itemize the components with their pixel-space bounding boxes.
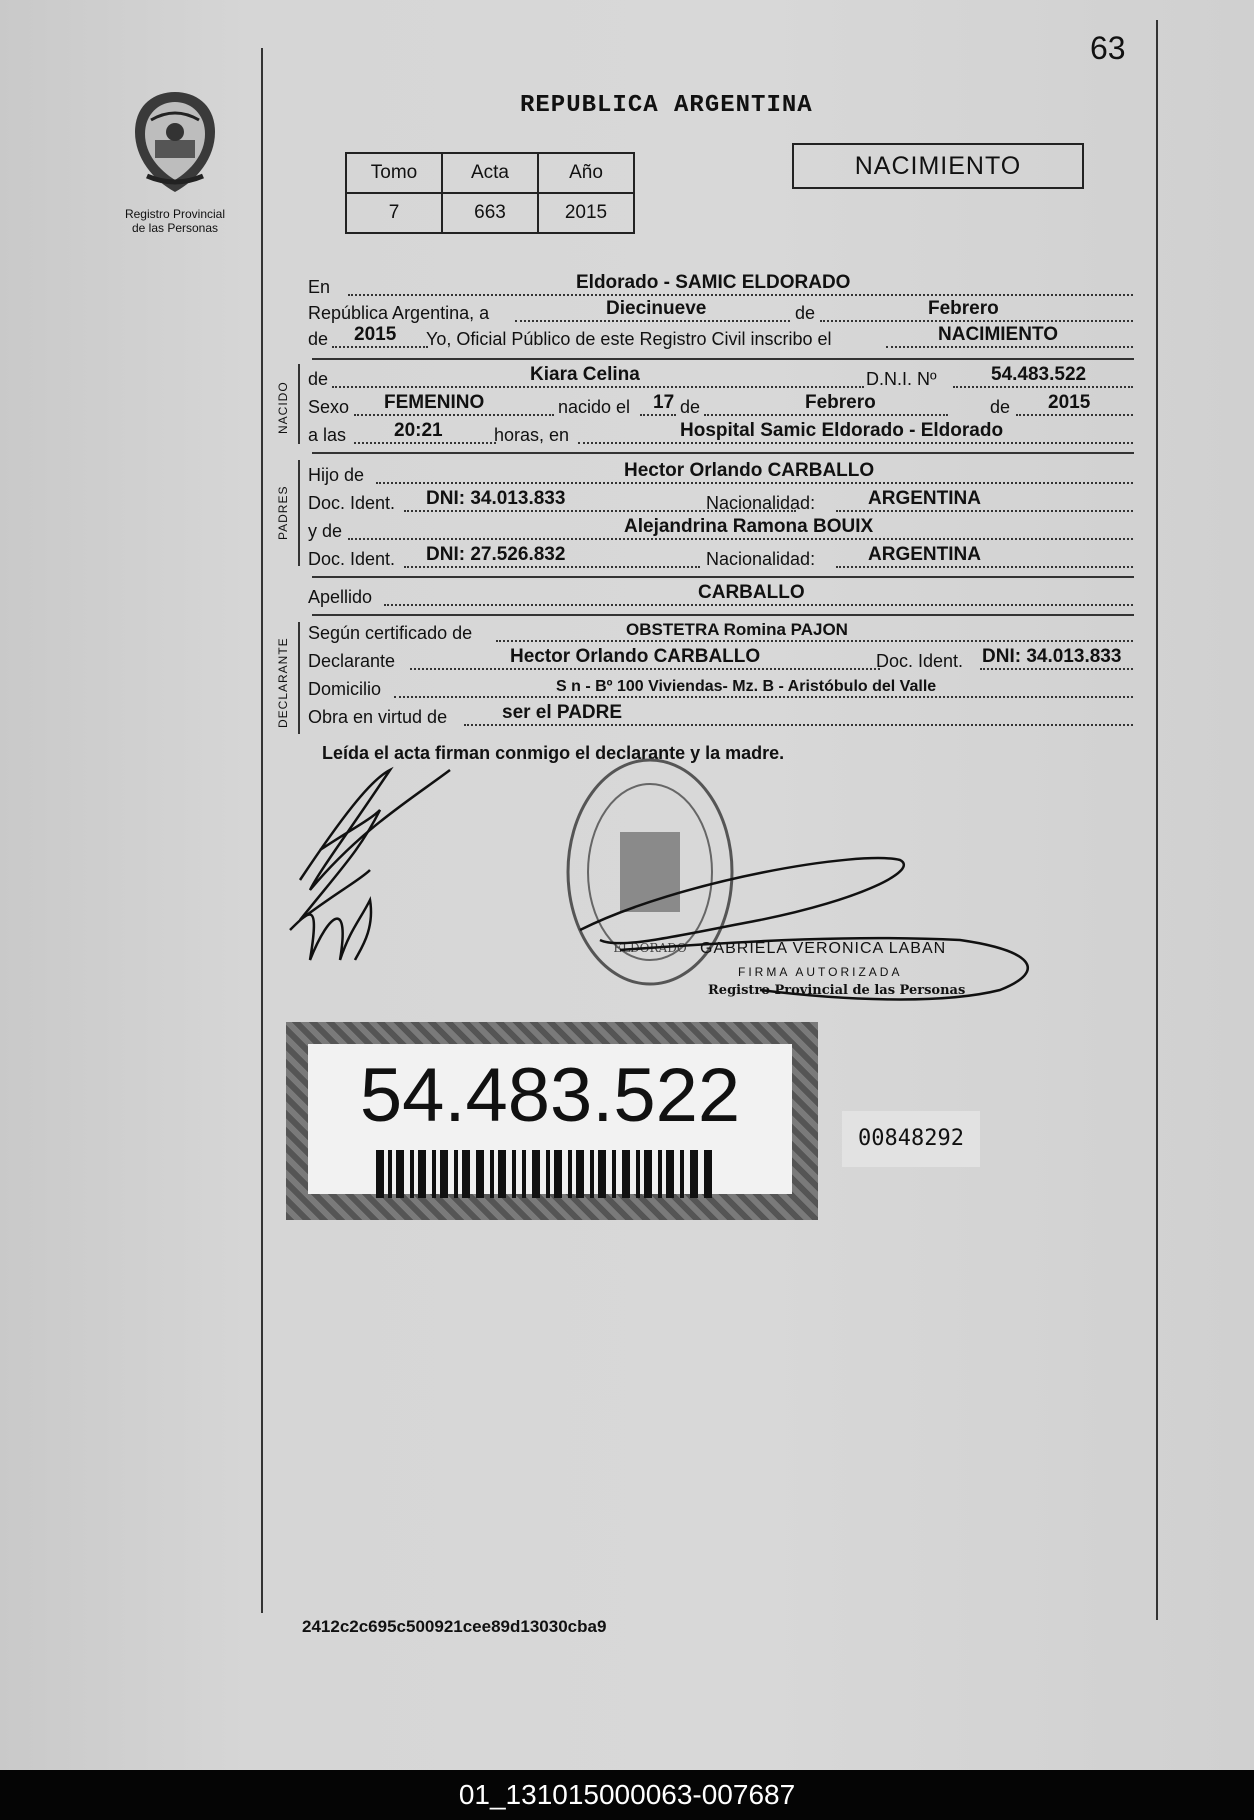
label-nacido-el: nacido el — [558, 397, 631, 417]
value-tomo: 7 — [346, 193, 442, 233]
label-y-de: y de — [308, 521, 343, 541]
label-de-anio: de — [308, 329, 329, 349]
serial-number: 00848292 — [842, 1111, 980, 1167]
seal-localidad: ELDORADO — [613, 941, 687, 955]
tipo-acta-box: NACIMIENTO — [792, 143, 1084, 189]
label-certificado: Según certificado de — [308, 623, 473, 643]
logo-caption-2: de las Personas — [131, 221, 219, 235]
value-madre-doc: DNI: 27.526.832 — [426, 544, 566, 565]
section-nacido: NACIDO — [276, 381, 290, 434]
value-madre-nac: ARGENTINA — [868, 544, 981, 565]
barcode-sticker — [286, 1022, 818, 1220]
header-tomo: Tomo — [346, 153, 442, 193]
tomo-acta-table — [345, 152, 635, 234]
value-padre-doc: DNI: 34.013.833 — [426, 488, 566, 509]
value-padre-nac: ARGENTINA — [868, 488, 981, 509]
nacido-bar — [298, 364, 300, 444]
value-mes-nac: Febrero — [805, 392, 876, 413]
value-sexo: FEMENINO — [384, 392, 485, 413]
value-dni: 54.483.522 — [991, 364, 1087, 385]
label-de-mes-nac: de — [990, 397, 1011, 417]
header-anio: Año — [538, 153, 634, 193]
leida-text: Leída el acta firman conmigo el declarante y la madre. — [322, 743, 785, 763]
row-apellido — [308, 582, 1133, 608]
row-anio-inscribo — [308, 324, 1133, 350]
left-margin-line — [261, 48, 263, 1613]
row-padre-doc — [308, 488, 1133, 514]
value-inscribo: NACIMIENTO — [938, 324, 1058, 345]
row-sexo — [308, 392, 1133, 418]
value-anio-nac: 2015 — [1048, 392, 1091, 413]
label-a-las: a las — [308, 425, 347, 445]
section-declarante: DECLARANTE — [276, 637, 290, 728]
label-horas-en: horas, en — [494, 425, 570, 445]
page-title: REPUBLICA ARGENTINA — [520, 92, 813, 119]
right-margin-line — [1156, 20, 1158, 1620]
row-padre — [308, 460, 1133, 486]
value-anio-acta: 2015 — [354, 324, 397, 345]
label-republica: República Argentina, a — [308, 303, 490, 323]
row-nombre — [308, 364, 1133, 390]
page-number: 63 — [1090, 30, 1126, 66]
barcode-number: 54.483.522 — [359, 1053, 741, 1138]
value-obra: ser el PADRE — [502, 702, 623, 723]
label-obra: Obra en virtud de — [308, 707, 448, 727]
value-padre: Hector Orlando CARBALLO — [624, 460, 875, 481]
label-en: En — [308, 277, 331, 297]
label-nac-padre: Nacionalidad: — [706, 493, 816, 513]
value-anio: 2015 — [538, 193, 634, 233]
label-de-dia: de — [680, 397, 701, 417]
registro-logo — [110, 88, 240, 248]
label-nac-madre: Nacionalidad: — [706, 549, 816, 569]
row-republica — [308, 298, 1133, 324]
footer-filename: 01_131015000063-007687 — [0, 1770, 1254, 1820]
separator-4 — [312, 614, 1134, 616]
row-obra — [308, 702, 1133, 728]
row-en — [308, 272, 1133, 298]
header-acta: Acta — [442, 153, 538, 193]
section-padres: PADRES — [276, 485, 290, 540]
row-declarante — [308, 646, 1133, 672]
label-de-nombre: de — [308, 369, 329, 389]
value-doc-declarante: DNI: 34.013.833 — [982, 646, 1122, 667]
declarante-bar — [298, 622, 300, 734]
label-doc-declarante: Doc. Ident. — [876, 651, 964, 671]
separator-1 — [312, 358, 1134, 360]
value-mes: Febrero — [928, 298, 999, 319]
firma-registro: Registro Provincial de las Personas — [708, 983, 966, 998]
separator-3 — [312, 576, 1134, 578]
value-dia: Diecinueve — [606, 298, 707, 319]
value-domicilio: S n - Bº 100 Viviendas- Mz. B - Aristóbulo del Valle — [556, 678, 937, 695]
document-hash: 2412c2c695c500921cee89d13030cba9 — [302, 1617, 607, 1636]
label-doc-padre: Doc. Ident. — [308, 493, 396, 513]
firma-nombre: GABRIELA VERONICA LABAN — [700, 940, 947, 957]
label-de-mes: de — [795, 303, 816, 323]
misiones-emblem-icon — [125, 88, 225, 196]
value-madre: Alejandrina Ramona BOUIX — [624, 516, 874, 537]
value-lugar: Hospital Samic Eldorado - Eldorado — [680, 420, 1004, 441]
logo-caption-1: Registro Provincial — [124, 207, 226, 221]
padres-bar — [298, 460, 300, 566]
value-hora: 20:21 — [394, 420, 443, 441]
row-hora — [308, 420, 1133, 446]
firma-cargo: FIRMA AUTORIZADA — [738, 965, 903, 979]
row-domicilio — [308, 678, 1133, 700]
value-apellido: CARBALLO — [698, 582, 805, 603]
label-declarante: Declarante — [308, 651, 396, 671]
label-sexo: Sexo — [308, 397, 350, 417]
label-hijo-de: Hijo de — [308, 465, 365, 485]
value-dia-nac: 17 — [653, 392, 675, 413]
row-certificado — [308, 622, 1133, 644]
label-domicilio: Domicilio — [308, 679, 382, 699]
declarante-signature-icon — [280, 760, 460, 980]
label-apellido: Apellido — [308, 587, 373, 607]
label-yo: Yo, Oficial Público de este Registro Civil inscribo el — [426, 329, 832, 349]
value-certificado: OBSTETRA Romina PAJON — [626, 620, 848, 639]
label-dni: D.N.I. Nº — [866, 369, 937, 389]
barcode-bars-icon — [376, 1150, 716, 1198]
separator-2 — [312, 452, 1134, 454]
value-en: Eldorado - SAMIC ELDORADO — [576, 272, 851, 293]
row-madre-doc — [308, 544, 1133, 570]
label-doc-madre: Doc. Ident. — [308, 549, 396, 569]
row-madre — [308, 516, 1133, 542]
value-acta: 663 — [442, 193, 538, 233]
value-declarante: Hector Orlando CARBALLO — [510, 646, 761, 667]
value-nombre: Kiara Celina — [530, 364, 640, 385]
